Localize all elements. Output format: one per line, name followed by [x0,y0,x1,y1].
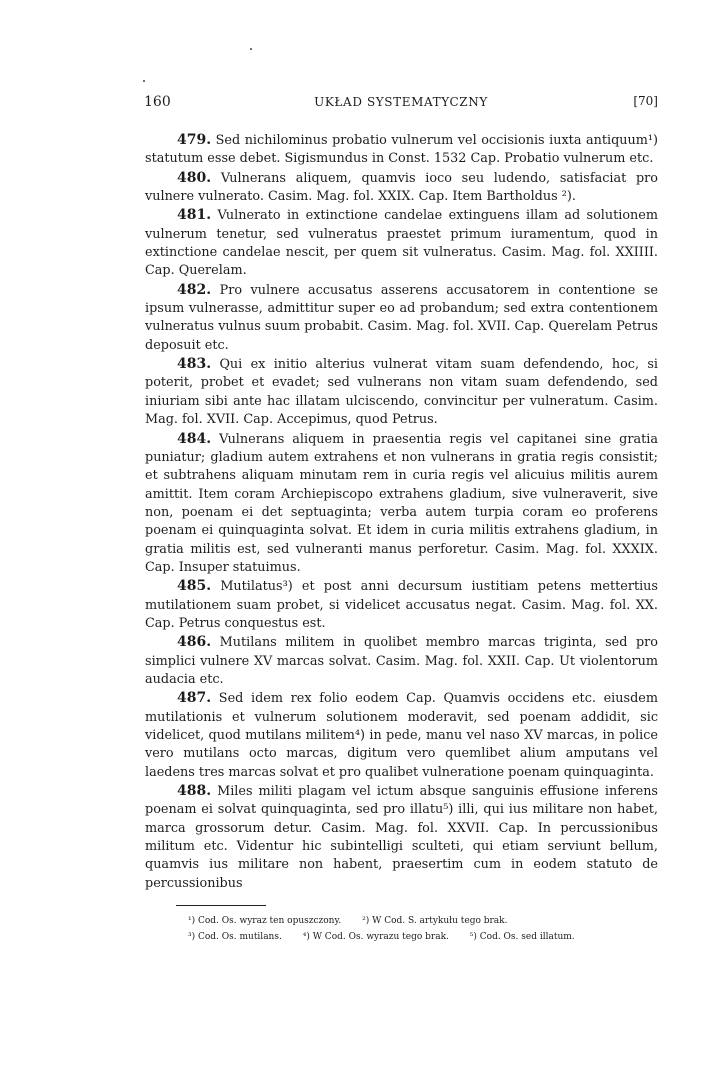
paragraph [145,577,658,633]
paragraph [145,281,658,355]
paragraph-number: 488. [177,783,212,800]
ink-speck [143,80,145,82]
running-header [144,94,658,114]
original-page-number: [70] [633,94,658,108]
paragraph-number: 485. [177,578,212,595]
paragraph-number: 487. [177,690,212,707]
footnote: ¹) Cod. Os. wyraz ten opuszczony. [188,916,342,926]
paragraph-text: Pro vulnere accusatus asserens accusatorem in contentione se ipsum vulnerasse, admittitur super eo ad probandum; sed extra contentionem vulneratus vulnus suum probabit. Casim. Mag. fol. XVII. Cap. Querelam Petrus deposuit etc. [145,282,658,353]
paragraph-text: Vulnerato in extinctione candelae extinguens illam ad solutionem vulnerum tenetur, sed vulneratus praestet primum iuramentum, quod in extinctione candelae nescit, per quem sit vulneratus. Casim. Mag. fol. XXIIII. Cap. Querelam. [145,208,659,279]
paragraph-text: Sed idem rex folio eodem Cap. Quamvis occidens etc. eiusdem mutilationis et vulnerum solutionem moderavit, sed poenam addidit, sic videlicet, quod mutilans militem⁴) in pede, manu vel naso XV marcas, in police vero mutilans octo marcas, digitum vero quemlibet alium amputans vel laedens tres marcas solvat et pro qualibet vulneratione poenam quinquaginta. [145,691,658,780]
paragraph-text: Mutilatus³) et post anni decursum iustitiam petens mettertius mutilationem suam probet, si videlicet accusatus negat. Casim. Mag. fol. XX. Cap. Petrus conquestus est. [145,579,658,631]
paragraph [145,355,658,429]
paragraph-number: 486. [177,634,212,651]
footnote: ³) Cod. Os. mutilans. [188,932,282,942]
paragraph [145,782,658,893]
paragraph-number: 484. [177,430,212,447]
footnote: ⁴) W Cod. Os. wyrazu tego brak. [302,932,449,942]
page-number: 160 [144,94,171,110]
paragraph [145,689,658,782]
paragraph-number: 480. [177,169,212,186]
footnote-line [188,929,658,945]
paragraph-text: Mutilans militem in quolibet membro marcas triginta, sed pro simplici vulnere XV marcas solvat. Casim. Mag. fol. XXII. Cap. Ut violentorum audacia etc. [145,635,658,687]
paragraph-number: 481. [177,207,212,224]
paragraph-number: 479. [177,132,212,148]
paragraph-number: 483. [177,356,212,373]
footnote-line [188,913,658,929]
footnote: ⁵) Cod. Os. sed illatum. [469,932,575,942]
paragraph-number: 482. [177,281,212,298]
paragraph-text: Vulnerans aliquem, quamvis ioco seu ludendo, satisfaciat pro vulnere vulnerato. Casim. Mag. fol. XXIX. Cap. Item Bartholdus ²). [145,170,658,205]
paragraph [145,131,658,169]
paragraph-text: Miles militi plagam vel ictum absque sanguinis effusione inferens poenam ei solvat quinquaginta, sed pro illatu⁵) illi, qui ius militare non habet, marca grossorum detur. Casim. Mag. fol. XXVII. Cap. In percussionibus militum etc. Videntur hic subintelligi sculteti, qui etiam serviunt bellum, quamvis ius militare non habent, praesertim cum in eodem statuto de percussionibus [145,784,658,891]
ink-speck [250,48,252,50]
paragraph [145,169,658,207]
footnotes [188,913,658,945]
paragraph [145,206,658,280]
paragraph [145,633,658,689]
main-text [145,131,658,893]
paragraph-text: Vulnerans aliquem in praesentia regis vel capitanei sine gratia puniatur; gladium autem extrahens et non vulnerans in gratia regis consistit; et subtrahens aliquam minutam rem in curia regis vel alicuius militis aurem amittit. Item coram Archiepiscopo extrahens gladium, sive vulneraverit, sive non, poenam ei det septuaginta; verba autem turpia coram eo proferens poenam ei quinquaginta solvat. Et idem in curia militis extrahens gladium, in gratia militis est, sed vulneranti manus perforetur. Casim. Mag. fol. XXXIX. Cap. Insuper statuimus. [145,431,658,575]
paragraph [145,430,658,578]
footnote: ²) W Cod. S. artykułu tego brak. [362,916,508,926]
paragraph-text: Sed nichilominus probatio vulnerum vel occisionis iuxta antiquum¹) statutum esse debet. Sigismundus in Const. 1532 Cap. Probatio vulnerum etc. [145,133,659,167]
running-title: UKŁAD SYSTEMATYCZNY [314,95,488,109]
footnote-divider [176,905,266,906]
paragraph-text: Qui ex initio alterius vulnerat vitam suam defendendo, hoc, si poterit, probet et evadet; sed vulnerans non vitam suam defendendo, sed iniuriam sibi ante hac illatam ulciscendo, convincitur per vulneratum. Casim. Mag. fol. XVII. Cap. Accepimus, quod Petrus. [145,357,658,428]
